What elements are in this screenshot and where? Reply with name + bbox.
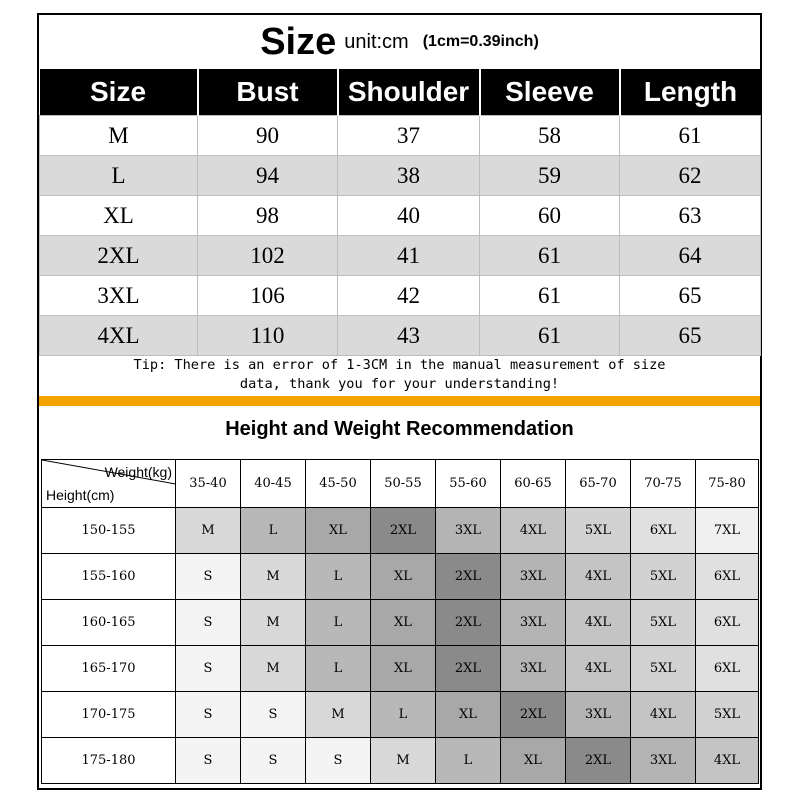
header-size: Size: [40, 69, 198, 116]
size-cell: 2XL: [371, 508, 436, 554]
height-weight-table: [41, 459, 759, 784]
size-cell: L: [436, 738, 501, 784]
size-cell: 3XL: [501, 600, 566, 646]
size-cell: S: [241, 738, 306, 784]
size-cell: L: [306, 554, 371, 600]
size-chart-frame: [37, 13, 762, 790]
header-bust: Bust: [198, 69, 338, 116]
measurement-tip: [39, 356, 760, 396]
cell-sleeve: 61: [480, 316, 620, 356]
size-cell: L: [371, 692, 436, 738]
size-cell: M: [241, 646, 306, 692]
tip-line-2: data, thank you for your understanding!: [239, 376, 560, 392]
cell-size: 3XL: [40, 276, 198, 316]
size-cell: L: [306, 646, 371, 692]
cell-length: 61: [620, 116, 761, 156]
corner-header: [42, 460, 176, 508]
weight-header: 65-70: [566, 460, 631, 508]
height-label: 150-155: [42, 508, 176, 554]
cell-size: 2XL: [40, 236, 198, 276]
size-cell: S: [241, 692, 306, 738]
size-cell: 2XL: [436, 554, 501, 600]
cell-bust: 90: [198, 116, 338, 156]
height-label: 160-165: [42, 600, 176, 646]
cell-shoulder: 41: [338, 236, 480, 276]
size-cell: 2XL: [436, 600, 501, 646]
size-cell: 5XL: [631, 554, 696, 600]
cell-sleeve: 58: [480, 116, 620, 156]
cell-shoulder: 38: [338, 156, 480, 196]
cell-sleeve: 59: [480, 156, 620, 196]
size-cell: 2XL: [566, 738, 631, 784]
cell-bust: 106: [198, 276, 338, 316]
weight-header: 50-55: [371, 460, 436, 508]
table-row: [42, 692, 759, 738]
size-cell: 2XL: [436, 646, 501, 692]
cell-size: M: [40, 116, 198, 156]
cell-size: 4XL: [40, 316, 198, 356]
weight-header: 55-60: [436, 460, 501, 508]
cell-length: 62: [620, 156, 761, 196]
size-cell: M: [241, 600, 306, 646]
cell-shoulder: 40: [338, 196, 480, 236]
table-row: [40, 196, 761, 236]
size-cell: 6XL: [631, 508, 696, 554]
size-cell: 4XL: [501, 508, 566, 554]
size-cell: L: [306, 600, 371, 646]
size-table-header: [40, 69, 761, 116]
table-row: [40, 116, 761, 156]
size-cell: XL: [371, 646, 436, 692]
size-cell: XL: [436, 692, 501, 738]
size-cell: XL: [371, 554, 436, 600]
height-label: 165-170: [42, 646, 176, 692]
table-row: [42, 554, 759, 600]
size-cell: M: [176, 508, 241, 554]
cell-sleeve: 61: [480, 276, 620, 316]
size-cell: 3XL: [566, 692, 631, 738]
size-cell: S: [176, 738, 241, 784]
table-row: [42, 508, 759, 554]
height-label: 170-175: [42, 692, 176, 738]
size-cell: 5XL: [631, 600, 696, 646]
cell-bust: 110: [198, 316, 338, 356]
size-cell: S: [176, 600, 241, 646]
height-label: 175-180: [42, 738, 176, 784]
cell-sleeve: 60: [480, 196, 620, 236]
cell-length: 65: [620, 276, 761, 316]
size-cell: L: [241, 508, 306, 554]
size-cell: 4XL: [631, 692, 696, 738]
title-size: Size: [260, 21, 337, 63]
cell-sleeve: 61: [480, 236, 620, 276]
height-axis-label: Height(cm): [46, 487, 115, 503]
cell-bust: 102: [198, 236, 338, 276]
size-cell: 6XL: [696, 600, 759, 646]
table-row: [42, 738, 759, 784]
size-cell: 5XL: [696, 692, 759, 738]
size-cell: 6XL: [696, 646, 759, 692]
cell-length: 63: [620, 196, 761, 236]
size-cell: XL: [371, 600, 436, 646]
cell-length: 65: [620, 316, 761, 356]
header-shoulder: Shoulder: [338, 69, 480, 116]
size-cell: 4XL: [566, 600, 631, 646]
size-cell: S: [176, 554, 241, 600]
size-cell: 3XL: [436, 508, 501, 554]
title-bar: [39, 15, 760, 69]
size-cell: 4XL: [566, 646, 631, 692]
cell-size: L: [40, 156, 198, 196]
size-cell: 4XL: [566, 554, 631, 600]
table-row: [42, 646, 759, 692]
table-row: [40, 236, 761, 276]
size-cell: 5XL: [631, 646, 696, 692]
weight-header: 75-80: [696, 460, 759, 508]
hw-section-title: Height and Weight Recommendation: [225, 418, 574, 440]
size-cell: 6XL: [696, 554, 759, 600]
size-cell: M: [371, 738, 436, 784]
size-table: [39, 69, 761, 356]
cell-bust: 94: [198, 156, 338, 196]
size-cell: M: [306, 692, 371, 738]
weight-axis-label: Weight(kg): [104, 464, 172, 480]
title-unit: unit:cm: [344, 30, 409, 53]
size-cell: 3XL: [501, 646, 566, 692]
header-sleeve: Sleeve: [480, 69, 620, 116]
size-cell: 7XL: [696, 508, 759, 554]
weight-header: 35-40: [176, 460, 241, 508]
size-cell: XL: [501, 738, 566, 784]
cell-length: 64: [620, 236, 761, 276]
size-cell: 3XL: [631, 738, 696, 784]
table-row: [42, 600, 759, 646]
cell-size: XL: [40, 196, 198, 236]
cell-shoulder: 37: [338, 116, 480, 156]
size-cell: 3XL: [501, 554, 566, 600]
weight-header: 70-75: [631, 460, 696, 508]
height-label: 155-160: [42, 554, 176, 600]
size-cell: S: [306, 738, 371, 784]
cell-bust: 98: [198, 196, 338, 236]
tip-line-1: Tip: There is an error of 1-3CM in the manual measurement of size: [133, 357, 666, 373]
weight-header-row: [42, 460, 759, 508]
size-cell: M: [241, 554, 306, 600]
table-row: [40, 316, 761, 356]
table-row: [40, 276, 761, 316]
cell-shoulder: 42: [338, 276, 480, 316]
weight-header: 45-50: [306, 460, 371, 508]
size-cell: 4XL: [696, 738, 759, 784]
size-cell: S: [176, 692, 241, 738]
size-cell: XL: [306, 508, 371, 554]
size-cell: 2XL: [501, 692, 566, 738]
size-cell: S: [176, 646, 241, 692]
size-cell: 5XL: [566, 508, 631, 554]
accent-divider: [39, 396, 760, 406]
header-length: Length: [620, 69, 761, 116]
table-row: [40, 156, 761, 196]
cell-shoulder: 43: [338, 316, 480, 356]
weight-header: 60-65: [501, 460, 566, 508]
title-conversion: (1cm=0.39inch): [422, 33, 539, 50]
weight-header: 40-45: [241, 460, 306, 508]
